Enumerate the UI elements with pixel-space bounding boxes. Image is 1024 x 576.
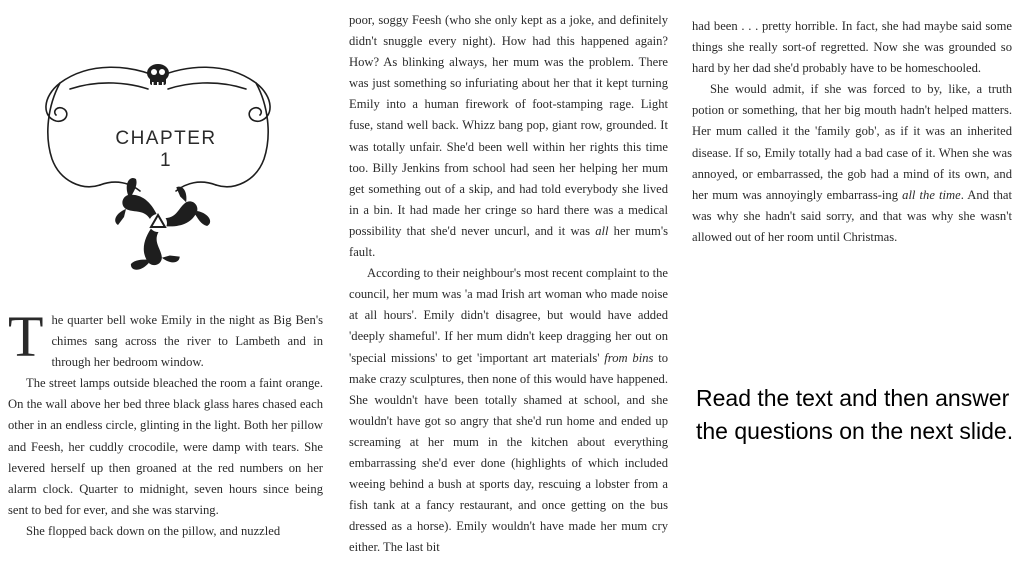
paragraph-text: . And that was why she hadn't said sorry, and that was why she wasn't allowed out of her room until Christmas. xyxy=(692,187,1012,244)
paragraph xyxy=(349,10,668,263)
paragraph: The street lamps outside bleached the room a faint orange. On the wall above her bed three black glass hares chased each other in an endless circle, glinting in the light. Both her pillow and Feesh, her cuddly crocodile, were damp with tears. She levered herself up then groaned at the red numbers on her alarm clock. Quarter to midnight, seven hours since being sent to bed for ever, and she was starving. xyxy=(8,376,323,517)
paragraph-text: he quarter bell woke Emily in the night as Big Ben's chimes sang across the river to Lambeth and in through her bedroom window. xyxy=(51,313,323,370)
paragraph: She flopped back down on the pillow, and nuzzled xyxy=(26,523,281,538)
instruction-text: Read the text and then answer the questions on the next slide. xyxy=(696,385,1014,444)
emphasis-text: all xyxy=(595,223,609,238)
paragraph: had been . . . pretty horrible. In fact, she had maybe said some things she really sort-of regretted. Now she was grounded so hard by her dad she'd probably have to be homeschooled. xyxy=(692,19,1012,76)
text-column-right xyxy=(692,16,1012,248)
text-column-middle xyxy=(349,10,668,558)
drop-cap: T xyxy=(8,304,44,369)
three-hares-icon xyxy=(115,178,218,270)
emphasis-text: from bins xyxy=(604,350,654,365)
text-column-left xyxy=(8,304,323,542)
paragraph xyxy=(349,263,668,558)
paragraph-text: to make crazy sculptures, then none of this would have happened. She wouldn't have been totally shamed at school, and she wouldn't have got so angry that she'd run home and ended up screaming at her mum in the kitchen about everything embarrassing she'd ever done (highlights of which included weeing behind a bush at sports day, rescuing a lobster from a fish tank at a fancy restaurant, and once getting on the bus dressed as a horse). Emily wouldn't have made her mum cry either. The last bit xyxy=(349,350,668,555)
paragraph-text: poor, soggy Feesh (who she only kept as a joke, and definitely didn't snuggle every night). How had this happened again? How? As blinking always, her mum was the problem. There was just something so infuriating about her that it kept turning Emily into a human firework of foot-stamping rage. Light fuse, stand well back. Whizz bang pop, giant row, grounded. It was totally unfair. She'd been well within her rights this time too. Billy Jenkins from school had seen her helping her mum get something out of a skip, and had told everybody she lived in a bin. It had made her cringe so hard there was a medical possibility that she'd never uncurl, and it was xyxy=(349,13,668,238)
skull-icon xyxy=(147,64,169,86)
emphasis-text: all the time xyxy=(902,187,961,202)
paragraph xyxy=(692,79,1012,248)
chapter-heading: CHAPTER 1 xyxy=(115,128,217,171)
opening-paragraph xyxy=(8,304,323,373)
paragraph-text: her mum's fault. xyxy=(349,223,668,260)
paragraph-text: According to their neighbour's most recent complaint to the council, her mum was 'a mad Irish art woman who made noise at all hours'. Emily didn't disagree, but would have added 'deeply shameful'. If her mum didn't keep dragging her out on 'special missions' to get 'important art materials' xyxy=(349,266,668,365)
paragraph-text: She would admit, if she was forced to by, like, a truth potion or something, that her big mouth hadn't helped matters. Her mum called it the 'family gob', as if it was an inherited disease. If so, Emily totally had a bad case of it. When she was annoyed, or embarrassed, the gob had a mind of its own, and her mum was annoyingly embarrass-ing xyxy=(692,82,1012,202)
